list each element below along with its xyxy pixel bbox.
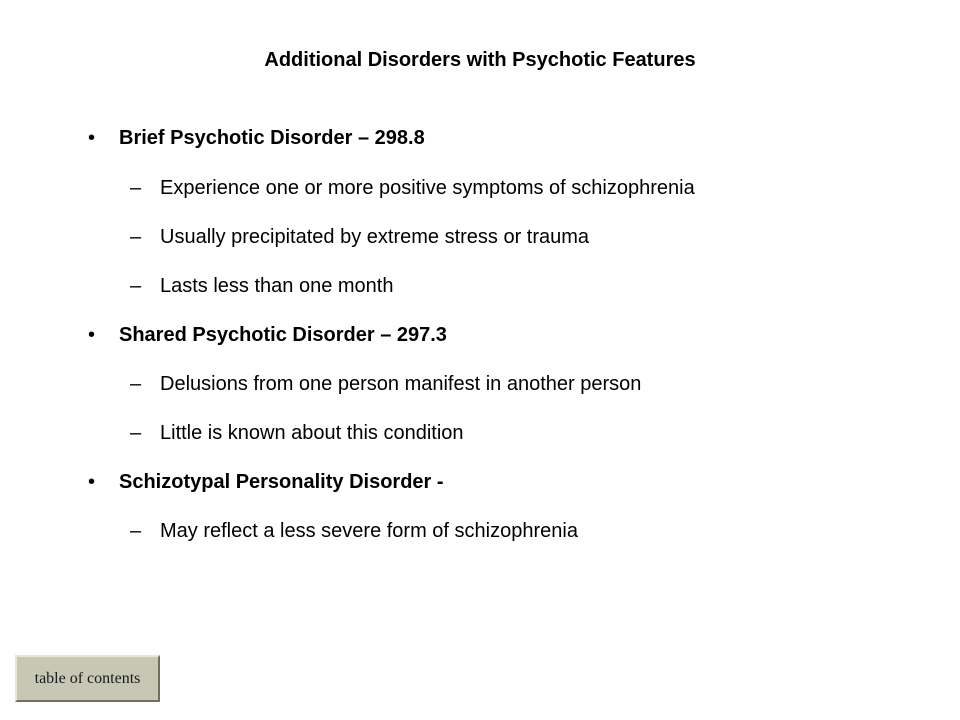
bullet-heading: Brief Psychotic Disorder – 298.8 [119, 127, 425, 149]
bullet-marker: • [88, 471, 96, 493]
sub-item-text: Delusions from one person manifest in another person [160, 373, 642, 395]
bullet-heading: Schizotypal Personality Disorder - [119, 471, 444, 493]
sub-item-text: Usually precipitated by extreme stress or trauma [160, 226, 590, 248]
bullet-marker: • [88, 127, 96, 149]
dash-marker: – [130, 226, 142, 248]
bullet-marker: • [88, 324, 96, 346]
dash-marker: – [130, 275, 142, 297]
dash-marker: – [130, 520, 142, 542]
dash-marker: – [130, 422, 142, 444]
slide-title: Additional Disorders with Psychotic Features [264, 49, 696, 71]
dash-marker: – [130, 373, 142, 395]
dash-marker: – [130, 177, 142, 199]
bullet-heading: Shared Psychotic Disorder – 297.3 [119, 324, 447, 346]
sub-item-text: Experience one or more positive symptoms of schizophrenia [160, 177, 695, 199]
sub-item-text: Little is known about this condition [160, 422, 464, 444]
sub-item-text: Lasts less than one month [160, 275, 394, 297]
sub-item-text: May reflect a less severe form of schizophrenia [160, 520, 578, 542]
table-of-contents-button[interactable]: table of contents [15, 655, 160, 702]
